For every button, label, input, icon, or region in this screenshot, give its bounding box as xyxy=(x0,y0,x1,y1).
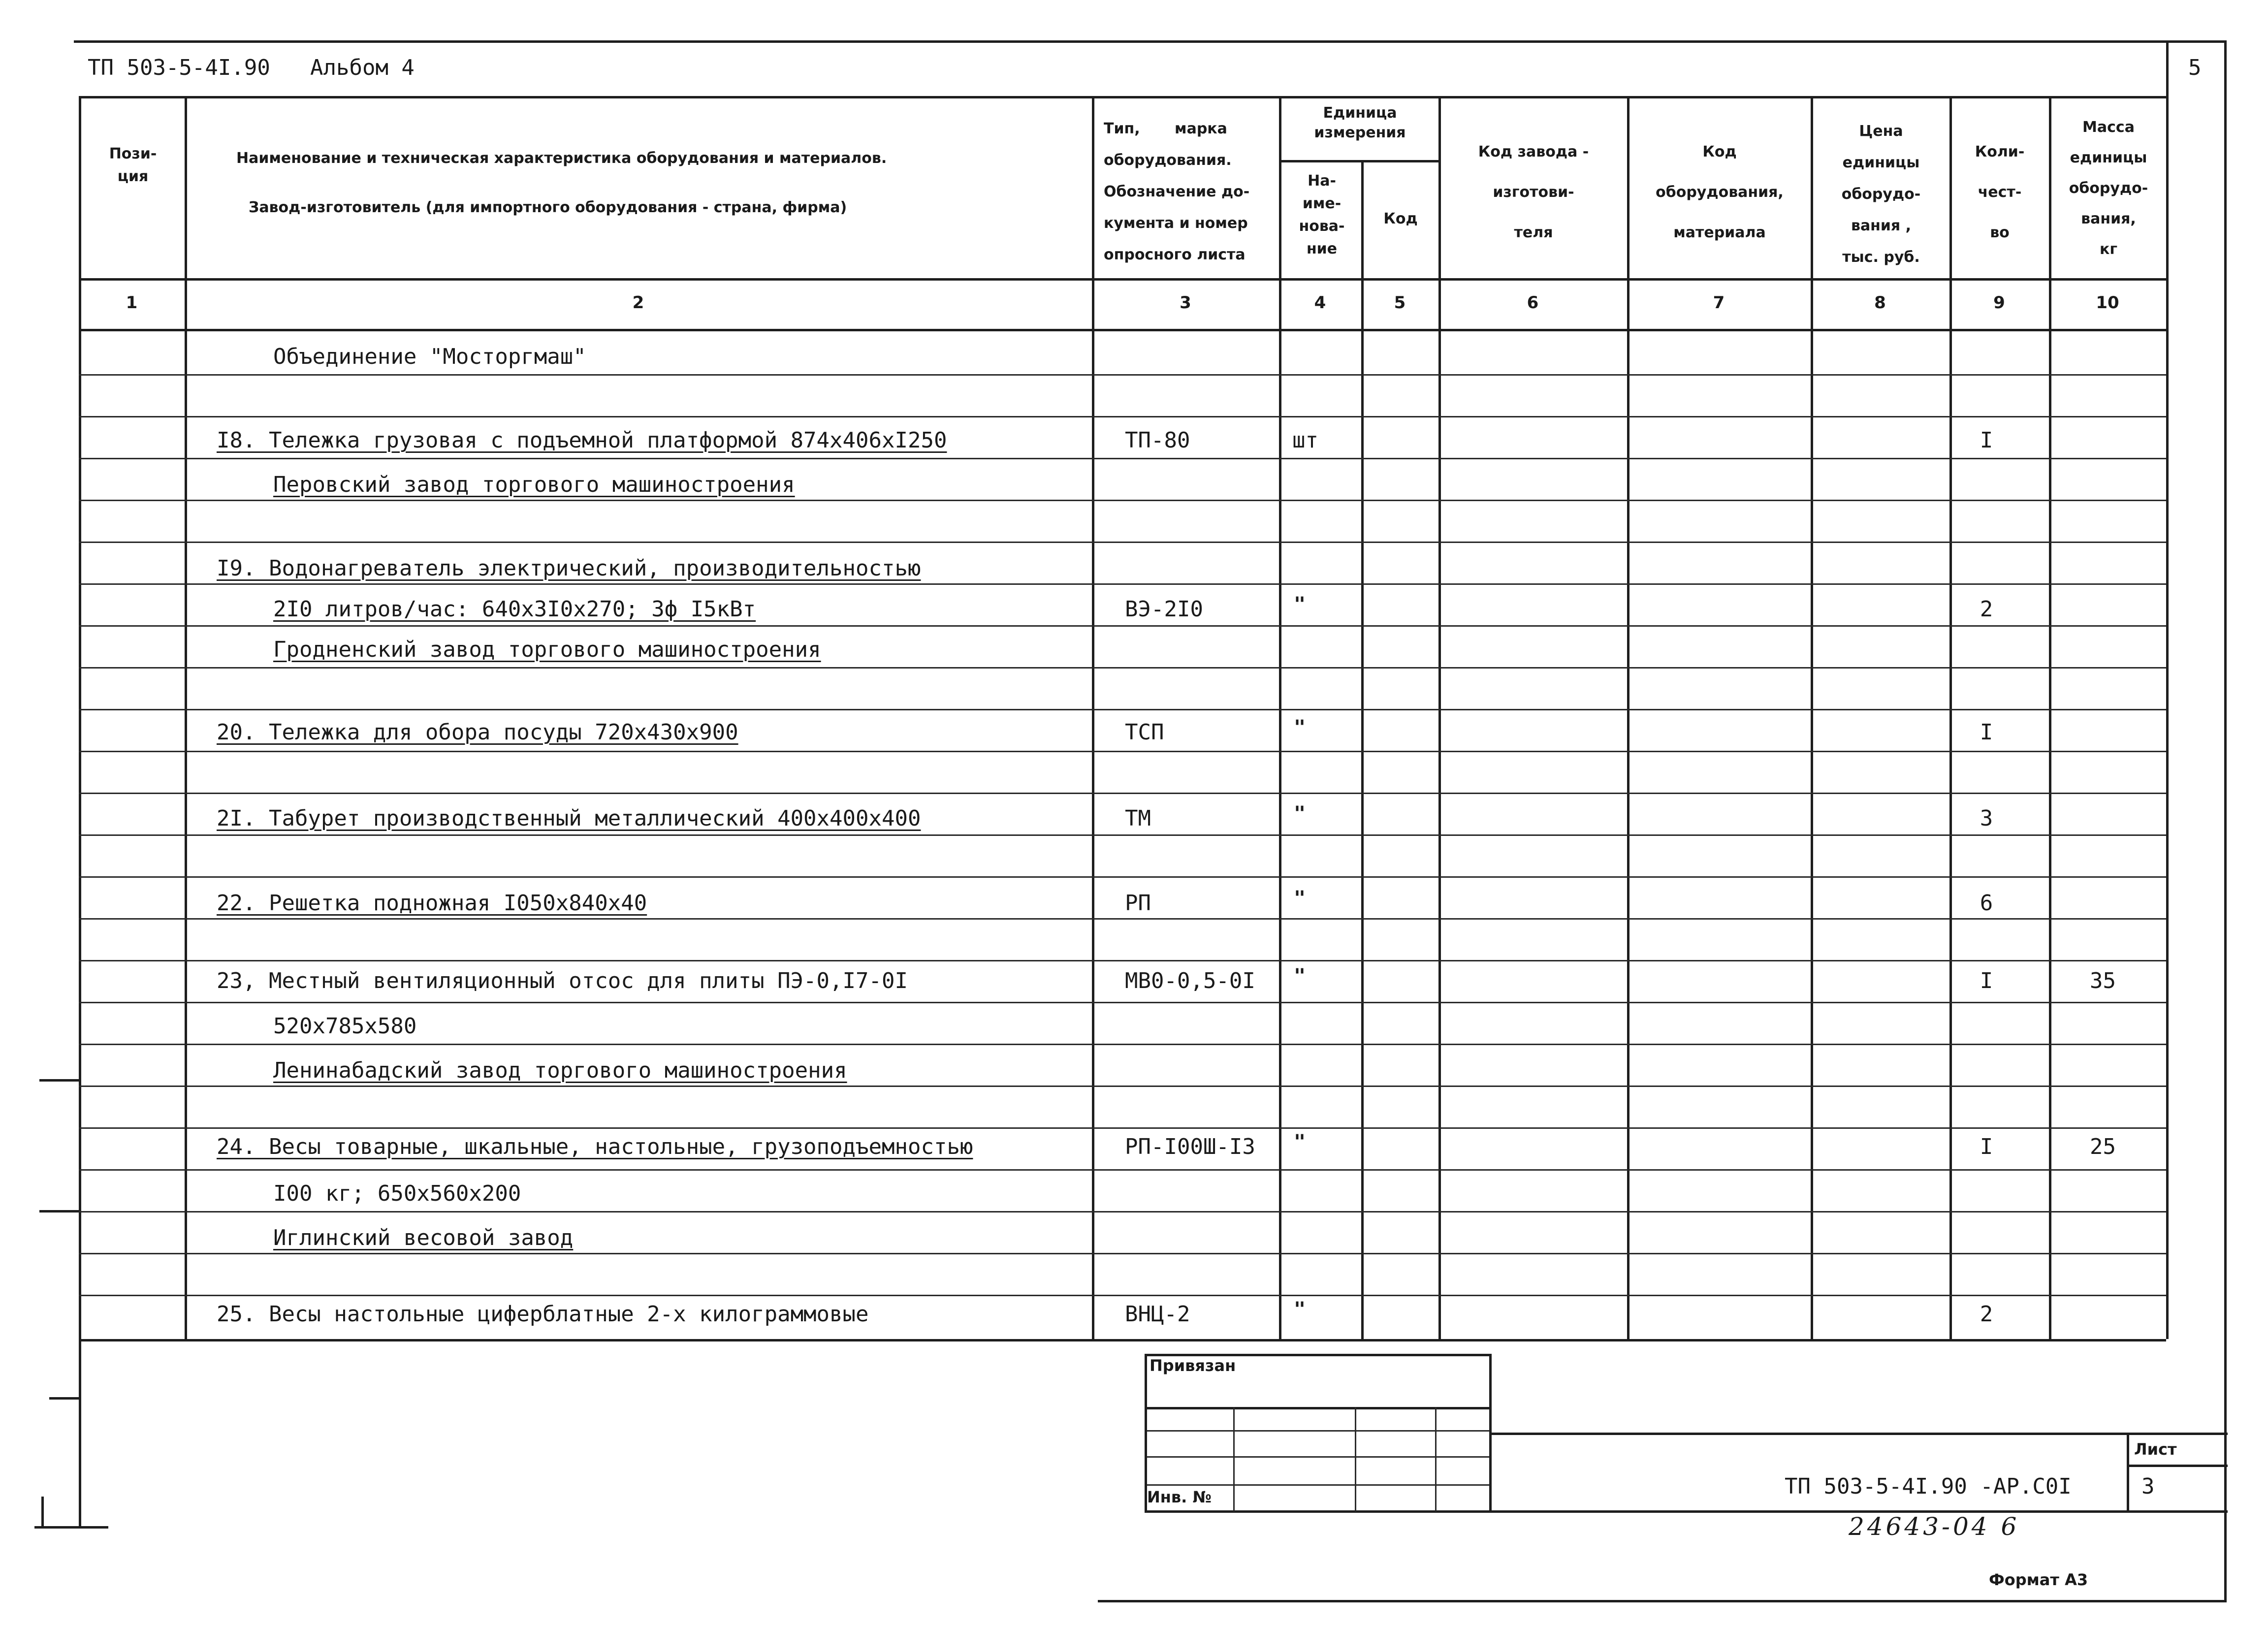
stamp-privyazan: Привязан xyxy=(1150,1356,1236,1375)
header-bottom xyxy=(79,278,2166,281)
col-number: 6 xyxy=(1527,293,1539,313)
title-block-line xyxy=(2127,1433,2129,1511)
row-name: 23, Местный вентиляционный отсос для плиты ПЭ-0,I7-0I xyxy=(217,968,908,993)
format-label: Формат А3 xyxy=(1989,1570,2088,1589)
row-name: 2I0 литров/час: 640x3I0x270; 3ф I5кВт xyxy=(273,597,756,622)
row-type: РП xyxy=(1125,891,1151,916)
row-line xyxy=(79,1044,2166,1045)
col-divider-10 xyxy=(2166,96,2169,1339)
col3-header-line: опросного листа xyxy=(1104,246,1246,263)
col-divider-5 xyxy=(1438,96,1441,1339)
unit-group-line: измерения xyxy=(1314,124,1406,141)
col1-header xyxy=(84,143,182,188)
row-name: I9. Водонагреватель электрический, производительностью xyxy=(217,556,921,581)
row-name: 20. Тележка для обора посуды 720x430x900 xyxy=(217,720,738,745)
col6-header-line: теля xyxy=(1514,224,1553,241)
row-name: I8. Тележка грузовая с подъемной платформой 874x406xI250 xyxy=(217,428,947,453)
row-line xyxy=(79,500,2166,501)
row-line xyxy=(79,793,2166,794)
col-number: 10 xyxy=(2096,293,2119,313)
row-type: ВЭ-2I0 xyxy=(1125,597,1203,622)
col3-header-line: Тип, марка xyxy=(1104,120,1227,137)
col2-header-line: Наименование и техническая характеристика оборудования и материалов. xyxy=(236,150,887,167)
col5-header-line: Код xyxy=(1383,210,1418,227)
row-type: РП-I00Ш-I3 xyxy=(1125,1134,1255,1159)
margin-tick xyxy=(41,1497,44,1526)
row-qty: I xyxy=(1980,428,1993,453)
page-number-box-divider xyxy=(2166,40,2169,99)
col-divider-3 xyxy=(1279,96,1281,1339)
row-name: I00 кг; 650x560x200 xyxy=(273,1181,521,1206)
row-line xyxy=(79,1211,2166,1213)
row-qty: I xyxy=(1980,1134,1993,1159)
row-unit: " xyxy=(1294,1298,1306,1321)
col2-header-line: Завод-изготовитель (для импортного оборудования - страна, фирма) xyxy=(249,199,847,216)
row-unit: " xyxy=(1294,716,1306,739)
col-divider-2 xyxy=(1092,96,1094,1339)
row-qty: 3 xyxy=(1980,806,1993,831)
row-line xyxy=(79,1253,2166,1254)
col10-header-line: единицы xyxy=(2070,149,2147,166)
row-line xyxy=(79,1002,2166,1003)
doc-designation: ТП 503-5-4I.90 -АР.С0I xyxy=(1785,1474,2072,1499)
frame-right xyxy=(2224,40,2227,1601)
row-type: МВ0-0,5-0I xyxy=(1125,968,1255,993)
row-line xyxy=(79,1295,2166,1296)
stamp-line xyxy=(1435,1407,1437,1511)
row-unit: " xyxy=(1294,802,1306,825)
row-type: ТП-80 xyxy=(1125,428,1190,453)
row-line xyxy=(79,1085,2166,1087)
row-name: 2I. Табурет производственный металлический 400x400x400 xyxy=(217,806,921,831)
album-label: Альбом 4 xyxy=(310,55,415,80)
row-unit: " xyxy=(1294,887,1306,910)
row-unit: " xyxy=(1294,965,1306,988)
row-name: 520x785x580 xyxy=(273,1014,417,1039)
col8-header xyxy=(1814,116,1948,273)
col8-header-line: Цена xyxy=(1859,123,1903,140)
row-name: 25. Весы настольные циферблатные 2-х килограммовые xyxy=(217,1302,869,1327)
col10-header-line: кг xyxy=(2099,241,2118,258)
title-block-line xyxy=(1489,1433,2228,1435)
col3-header xyxy=(1097,113,1283,271)
col-number: 2 xyxy=(632,293,644,313)
col7-header-line: материала xyxy=(1673,224,1766,241)
col6-header-line: изготови- xyxy=(1493,184,1574,201)
unit-group-divider xyxy=(1280,160,1440,162)
body-bottom xyxy=(79,1339,2166,1341)
row-line xyxy=(79,667,2166,669)
col-number: 9 xyxy=(1993,293,2005,313)
col10-header-line: вания, xyxy=(2081,210,2136,227)
row-qty: I xyxy=(1980,720,1993,745)
row-qty: 2 xyxy=(1980,1302,1993,1327)
col7-header-line: Код xyxy=(1702,143,1737,160)
margin-tick xyxy=(49,1397,79,1400)
row-line xyxy=(79,625,2166,627)
col8-header-line: оборудо- xyxy=(1841,186,1921,203)
col-number: 4 xyxy=(1314,293,1326,313)
col-divider-7 xyxy=(1811,96,1813,1339)
col1-header-line: Пози- xyxy=(109,145,157,162)
stamp-line xyxy=(1145,1407,1489,1409)
row-line xyxy=(79,542,2166,543)
numbers-bottom xyxy=(79,329,2166,331)
stamp-line xyxy=(1145,1484,1489,1486)
row-line xyxy=(79,458,2166,459)
row-mass: 25 xyxy=(2090,1134,2116,1159)
unit-group-line: Единица xyxy=(1323,104,1397,122)
stamp-inv-no: Инв. № xyxy=(1147,1488,1212,1506)
row-name: Перовский завод торгового машиностроения xyxy=(273,472,795,497)
col4-header-line: ние xyxy=(1306,240,1338,257)
col7-header xyxy=(1630,132,1809,253)
stamp-line xyxy=(1233,1407,1235,1511)
row-qty: 6 xyxy=(1980,891,1993,916)
margin-tick xyxy=(39,1210,79,1213)
col3-header-line: Обозначение до- xyxy=(1104,183,1250,200)
row-name: 22. Решетка подножная I050x840x40 xyxy=(217,891,647,916)
page-number: 5 xyxy=(2188,55,2202,80)
col9-header-line: чест- xyxy=(1978,184,2022,201)
col-number: 7 xyxy=(1713,293,1725,313)
col-number: 5 xyxy=(1394,293,1406,313)
col-divider-1 xyxy=(185,96,187,1339)
col4-header-line: На- xyxy=(1308,172,1336,190)
stamp-line xyxy=(1145,1456,1489,1458)
col4-header xyxy=(1282,170,1361,260)
row-line xyxy=(79,374,2166,376)
col9-header-line: Коли- xyxy=(1975,143,2025,160)
col8-header-line: тыс. руб. xyxy=(1842,249,1920,266)
doc-code: ТП 503-5-4I.90 xyxy=(88,55,270,80)
row-unit: " xyxy=(1294,1131,1306,1153)
col-number: 3 xyxy=(1180,293,1191,313)
frame-bottom xyxy=(1098,1600,2227,1602)
col7-header-line: оборудования, xyxy=(1656,184,1784,201)
row-line xyxy=(79,416,2166,417)
row-line xyxy=(79,583,2166,585)
row-line xyxy=(79,876,2166,878)
col8-header-line: единицы xyxy=(1842,154,1920,171)
row-type: ТСП xyxy=(1125,720,1164,745)
col10-header-line: оборудо- xyxy=(2069,180,2148,197)
table-top xyxy=(79,96,2166,98)
row-unit: шт xyxy=(1292,428,1318,453)
stamp-line xyxy=(1145,1510,1489,1513)
col-divider-4 xyxy=(1361,160,1364,1339)
frame-bottom-left xyxy=(34,1526,108,1529)
row-qty: 2 xyxy=(1980,597,1993,622)
col6-header xyxy=(1442,132,1625,253)
row-type: ТМ xyxy=(1125,806,1151,831)
col8-header-line: вания , xyxy=(1851,217,1912,234)
col2-header xyxy=(190,134,1132,232)
handwritten-number: 24643-04 6 xyxy=(1849,1512,2020,1541)
col10-header-line: Масса xyxy=(2082,119,2135,136)
row-qty: I xyxy=(1980,968,1993,993)
col-divider-9 xyxy=(2049,96,2051,1339)
margin-tick xyxy=(39,1079,79,1082)
col3-header-line: оборудования. xyxy=(1104,152,1232,169)
unit-group-header xyxy=(1282,98,1437,143)
row-name: Иглинский весовой завод xyxy=(273,1225,574,1250)
list-label: Лист xyxy=(2134,1440,2177,1459)
row-unit: " xyxy=(1294,593,1306,616)
row-name: Объединение "Мосторгмаш" xyxy=(273,344,586,369)
col9-header-line: во xyxy=(1990,224,2010,241)
row-name: 24. Весы товарные, шкальные, настольные, грузоподъемностью xyxy=(217,1134,973,1159)
col1-header-line: ция xyxy=(117,168,149,185)
stamp-line xyxy=(1145,1430,1489,1432)
row-type: ВНЦ-2 xyxy=(1125,1302,1190,1327)
col5-header xyxy=(1364,204,1437,234)
col10-header xyxy=(2052,112,2165,265)
col-number: 1 xyxy=(126,293,138,313)
col6-header-line: Код завода - xyxy=(1478,143,1589,160)
row-line xyxy=(79,918,2166,920)
row-line xyxy=(79,709,2166,710)
stamp-line xyxy=(1355,1407,1356,1511)
col4-header-line: нова- xyxy=(1299,218,1345,235)
col4-header-line: име- xyxy=(1302,195,1342,212)
frame-top xyxy=(74,40,2225,43)
title-block-line xyxy=(2127,1465,2228,1467)
list-value: 3 xyxy=(2141,1474,2155,1499)
col9-header xyxy=(1952,132,2047,253)
col-divider-6 xyxy=(1627,96,1629,1339)
row-line xyxy=(79,960,2166,961)
row-name: Гродненский завод торгового машиностроения xyxy=(273,637,821,662)
row-line xyxy=(79,834,2166,836)
row-line xyxy=(79,751,2166,752)
row-name: Ленинабадский завод торгового машиностроения xyxy=(273,1058,847,1083)
row-line xyxy=(79,1127,2166,1129)
row-line xyxy=(79,1169,2166,1171)
col-number: 8 xyxy=(1874,293,1886,313)
row-mass: 35 xyxy=(2090,968,2116,993)
col3-header-line: кумента и номер xyxy=(1104,215,1248,232)
